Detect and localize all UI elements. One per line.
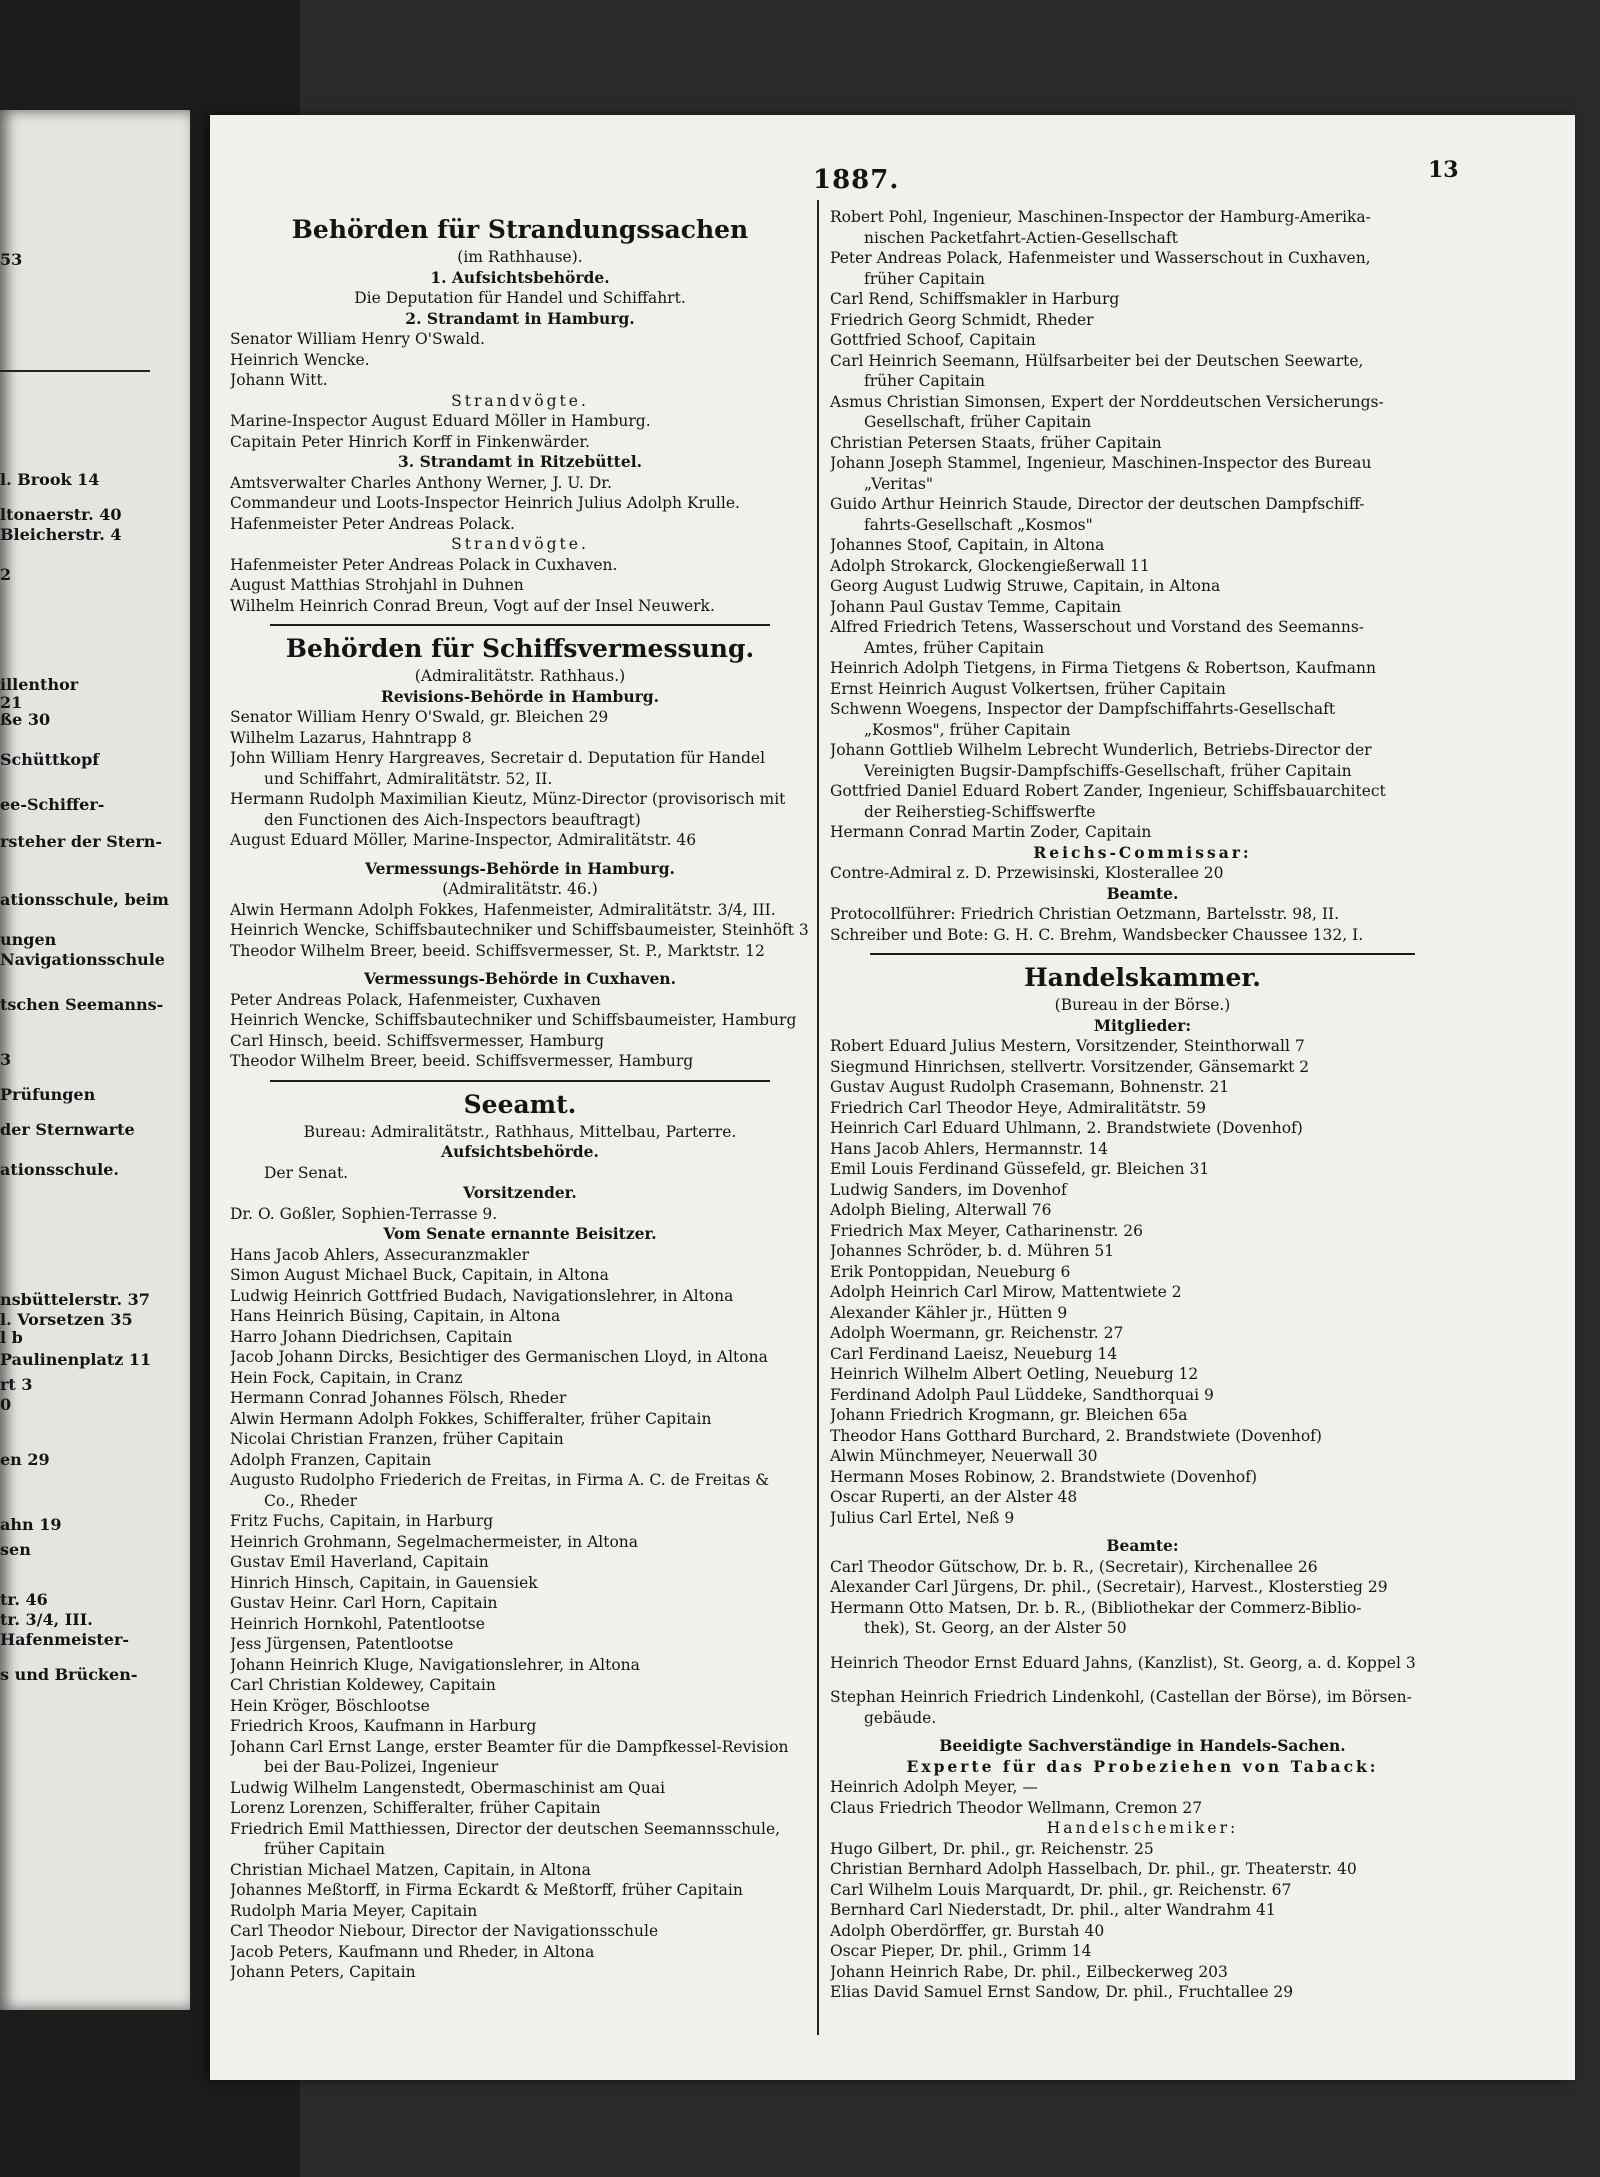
entry-line: Schreiber und Bote: G. H. C. Brehm, Wandsbecker Chaussee 132, I. <box>830 925 1364 944</box>
left-page-edge <box>0 110 190 2010</box>
entry-line: Alwin Hermann Adolph Fokkes, Hafenmeister, Admiralitätstr. 3/4, III. <box>230 900 776 919</box>
entry-line: Adolph Franzen, Capitain <box>230 1450 432 1469</box>
entry-line: Hans Jacob Ahlers, Assecuranzmakler <box>230 1245 530 1264</box>
entry-line: Alexander Carl Jürgens, Dr. phil., (Secretair), Harvest., Klosterstieg 29 <box>830 1578 1388 1596</box>
spacer <box>830 1528 1455 1536</box>
entry-line: Gottfried Schoof, Capitain <box>830 331 1036 349</box>
entry-line: Hermann Otto Matsen, Dr. b. R., (Bibliothekar der Commerz-Biblio- <box>830 1598 1362 1617</box>
entry-line: Heinrich Adolph Tietgens, in Firma Tietgens & Robertson, Kaufmann <box>830 659 1376 677</box>
left-page-fragment: nsbüttelerstr. 37 <box>0 1290 150 1309</box>
subheading: Revisions-Behörde in Hamburg. <box>380 686 659 706</box>
entry-line: Claus Friedrich Theodor Wellmann, Cremon 27 <box>830 1798 1203 1817</box>
entry-line: Johann Gottlieb Wilhelm Lebrecht Wunderlich, Betriebs-Director der <box>830 741 1372 759</box>
entry-line: Friedrich Kroos, Kaufmann in Harburg <box>230 1717 537 1735</box>
entry-line: früher Capitain <box>864 269 986 288</box>
section-heading: Behörden für Strandungssachen <box>291 215 749 244</box>
entry-line: Johann Joseph Stammel, Ingenieur, Maschinen-Inspector des Bureau <box>830 454 1372 472</box>
subheading: Strandvögte. <box>451 535 589 553</box>
entry-line: Siegmund Hinrichsen, stellvertr. Vorsitzender, Gänsemarkt 2 <box>830 1057 1310 1076</box>
page-year: 1887. <box>813 165 900 195</box>
left-page-fragment: ee-Schiffer- <box>0 795 105 814</box>
subheading: Mitglieder: <box>1093 1015 1192 1035</box>
entry-line: Heinrich Grohmann, Segelmachermeister, in Altona <box>230 1532 639 1551</box>
spacer <box>230 961 810 969</box>
entry-line: bei der Bau-Polizei, Ingenieur <box>264 1758 499 1776</box>
entry-line: Oscar Pieper, Dr. phil., Grimm 14 <box>830 1942 1092 1960</box>
section-rule <box>270 624 770 626</box>
entry-line: Ludwig Heinrich Gottfried Budach, Navigationslehrer, in Altona <box>230 1286 734 1305</box>
entry-line: August Matthias Strohjahl in Duhnen <box>230 576 524 594</box>
entry-line: Carl Theodor Gütschow, Dr. b. R., (Secretair), Kirchenallee 26 <box>830 1557 1318 1576</box>
entry-line: Hermann Rudolph Maximilian Kieutz, Münz-Director (provisorisch mit <box>230 790 786 808</box>
entry-line: Friedrich Max Meyer, Catharinenstr. 26 <box>830 1221 1144 1240</box>
entry-line: Gustav Emil Haverland, Capitain <box>230 1553 489 1571</box>
entry-line: Gesellschaft, früher Capitain <box>864 413 1092 431</box>
subheading: (im Rathhause). <box>457 248 583 266</box>
section-rule <box>870 953 1415 955</box>
entry-line: Protocollführer: Friedrich Christian Oetzmann, Bartelsstr. 98, II. <box>830 905 1340 923</box>
entry-line: Elias David Samuel Ernst Sandow, Dr. phil., Fruchtallee 29 <box>830 1983 1294 2001</box>
spacer <box>830 1673 1455 1687</box>
entry-line: Christian Michael Matzen, Capitain, in Altona <box>230 1860 591 1879</box>
entry-line: fahrts-Gesellschaft „Kosmos" <box>864 515 1093 534</box>
entry-line: früher Capitain <box>264 1840 386 1858</box>
left-page-fragment: tr. 46 <box>0 1590 48 1609</box>
entry-line: Johann Peters, Capitain <box>230 1963 416 1981</box>
subheading: Vom Senate ernannte Beisitzer. <box>383 1224 657 1243</box>
entry-line: Fritz Fuchs, Capitain, in Harburg <box>230 1512 494 1530</box>
left-page-fragment: 0 <box>0 1395 12 1414</box>
right-column <box>830 207 1455 2037</box>
spacer <box>230 851 810 859</box>
left-page-fragment: illenthor <box>0 675 79 694</box>
spacer <box>830 1639 1455 1653</box>
entry-line: Nicolai Christian Franzen, früher Capitain <box>230 1430 564 1448</box>
entry-line: Heinrich Hornkohl, Patentlootse <box>230 1614 485 1633</box>
entry-line: Erik Pontoppidan, Neueburg 6 <box>830 1262 1071 1281</box>
entry-line: und Schiffahrt, Admiralitätstr. 52, II. <box>264 769 553 788</box>
left-page-fragment: 3 <box>0 1050 12 1069</box>
entry-line: Adolph Heinrich Carl Mirow, Mattentwiete 2 <box>830 1283 1182 1301</box>
entry-line: John William Henry Hargreaves, Secretair d. Deputation für Handel <box>230 749 766 767</box>
left-page-fragment: Navigationsschule <box>0 950 165 969</box>
subheading: Vorsitzender. <box>463 1183 577 1202</box>
subheading: 1. Aufsichtsbehörde. <box>430 267 610 287</box>
entry-line: Hugo Gilbert, Dr. phil., gr. Reichenstr. 25 <box>830 1839 1154 1858</box>
entry-line: Hinrich Hinsch, Capitain, in Gauensiek <box>230 1573 538 1592</box>
left-page-fragment: 21 <box>0 693 23 712</box>
entry-line: Marine-Inspector August Eduard Möller in Hamburg. <box>230 412 651 430</box>
left-page-fragment: tr. 3/4, III. <box>0 1610 93 1629</box>
entry-line: Harro Johann Diedrichsen, Capitain <box>230 1327 513 1346</box>
subheading: Vermessungs-Behörde in Cuxhaven. <box>364 969 676 988</box>
entry-line: Contre-Admiral z. D. Przewisinski, Klosterallee 20 <box>830 864 1224 882</box>
directory-page <box>210 115 1575 2080</box>
entry-line: Guido Arthur Heinrich Staude, Director der deutschen Dampfschiff- <box>830 495 1365 513</box>
entry-line: Capitain Peter Hinrich Korff in Finkenwärder. <box>230 432 590 451</box>
entry-line: Christian Petersen Staats, früher Capitain <box>830 433 1162 452</box>
left-page-fragment: l. Vorsetzen 35 <box>0 1310 133 1329</box>
entry-line: Theodor Hans Gotthard Burchard, 2. Brandstwiete (Dovenhof) <box>830 1426 1322 1445</box>
left-page-fragment: ltonaerstr. 40 <box>0 505 122 524</box>
entry-line: Lorenz Lorenzen, Schifferalter, früher Capitain <box>230 1799 601 1817</box>
entry-line: Robert Eduard Julius Mestern, Vorsitzender, Steinthorwall 7 <box>830 1037 1305 1055</box>
subheading: Experte für das Probeziehen von Taback: <box>906 1756 1379 1776</box>
spacer <box>830 1728 1455 1736</box>
subheading: Aufsichtsbehörde. <box>441 1142 599 1161</box>
entry-line: Alfred Friedrich Tetens, Wasserschout und Vorstand des Seemanns- <box>830 618 1365 636</box>
page-number: 13 <box>1428 157 1459 183</box>
left-page-fragment: 2 <box>0 565 12 584</box>
entry-line: Hans Jacob Ahlers, Hermannstr. 14 <box>830 1139 1108 1158</box>
entry-line: Carl Ferdinand Laeisz, Neueburg 14 <box>830 1344 1118 1363</box>
entry-line: gebäude. <box>864 1708 937 1727</box>
entry-line: Heinrich Adolph Meyer, — <box>830 1778 1038 1796</box>
entry-line: Johannes Schröder, b. d. Mühren 51 <box>830 1242 1115 1260</box>
entry-line: Johann Witt. <box>230 371 328 389</box>
subheading: (Bureau in der Börse.) <box>1054 996 1231 1014</box>
entry-line: Commandeur und Loots-Inspector Heinrich Julius Adolph Krulle. <box>230 494 740 512</box>
entry-line: Carl Christian Koldewey, Capitain <box>230 1676 496 1694</box>
subheading: 3. Strandamt in Ritzebüttel. <box>398 452 642 471</box>
subheading: Handelschemiker: <box>1046 1819 1239 1837</box>
section-heading: Seeamt. <box>463 1089 577 1119</box>
entry-line: Heinrich Wencke. <box>230 350 370 369</box>
entry-line: Georg August Ludwig Struwe, Capitain, in Altona <box>830 577 1221 595</box>
entry-line: Johann Paul Gustav Temme, Capitain <box>830 597 1122 616</box>
entry-line: Johann Heinrich Kluge, Navigationslehrer, in Altona <box>230 1655 640 1674</box>
subheading: Strandvögte. <box>451 391 589 410</box>
subheading: Beamte: <box>1106 1536 1179 1555</box>
entry-line: den Functionen des Aich-Inspectors beauftragt) <box>264 810 641 829</box>
entry-line: Carl Heinrich Seemann, Hülfsarbeiter bei der Deutschen Seewarte, <box>830 351 1364 370</box>
entry-line: nischen Packetfahrt-Actien-Gesellschaft <box>864 228 1178 247</box>
column-divider <box>817 200 819 2035</box>
entry-line: Oscar Ruperti, an der Alster 48 <box>830 1488 1078 1506</box>
entry-line: Stephan Heinrich Friedrich Lindenkohl, (Castellan der Börse), im Börsen- <box>830 1688 1412 1706</box>
entry-line: Gustav Heinr. Carl Horn, Capitain <box>230 1594 498 1612</box>
entry-line: Adolph Bieling, Alterwall 76 <box>830 1201 1052 1219</box>
left-page-fragment: ahn 19 <box>0 1515 62 1534</box>
entry-line: Julius Carl Ertel, Neß 9 <box>830 1508 1015 1527</box>
entry-line: Senator William Henry O'Swald, gr. Bleichen 29 <box>230 708 609 726</box>
left-page-fragment: ationsschule, beim <box>0 890 169 909</box>
entry-line: Senator William Henry O'Swald. <box>230 330 485 348</box>
entry-line: Heinrich Theodor Ernst Eduard Jahns, (Kanzlist), St. Georg, a. d. Koppel 3 <box>830 1653 1416 1672</box>
entry-line: Alwin Münchmeyer, Neuerwall 30 <box>830 1447 1098 1465</box>
subheading: Bureau: Admiralitätstr., Rathhaus, Mittelbau, Parterre. <box>303 1122 737 1141</box>
entry-line: Hafenmeister Peter Andreas Polack in Cuxhaven. <box>230 555 618 574</box>
entry-line: Adolph Strokarck, Glockengießerwall 11 <box>830 556 1150 575</box>
section-rule <box>270 1080 770 1082</box>
entry-line: Carl Hinsch, beeid. Schiffsvermesser, Hamburg <box>230 1031 605 1050</box>
left-page-fragment: Hafenmeister- <box>0 1630 130 1649</box>
entry-line: August Eduard Möller, Marine-Inspector, Admiralitätstr. 46 <box>230 831 697 849</box>
entry-line: Ludwig Wilhelm Langenstedt, Obermaschinist am Quai <box>230 1778 666 1797</box>
entry-line: Theodor Wilhelm Breer, beeid. Schiffsvermesser, St. P., Marktstr. 12 <box>230 941 765 960</box>
entry-line: Carl Rend, Schiffsmakler in Harburg <box>830 290 1120 308</box>
left-page-fragment: ationsschule. <box>0 1160 119 1179</box>
entry-line: Theodor Wilhelm Breer, beeid. Schiffsvermesser, Hamburg <box>230 1052 694 1070</box>
entry-line: Gustav August Rudolph Crasemann, Bohnenstr. 21 <box>830 1078 1230 1096</box>
left-page-fragment: l. Brook 14 <box>0 470 100 489</box>
entry-line: Heinrich Wencke, Schiffsbautechniker und Schiffsbaumeister, Steinhöft 3 <box>230 921 809 939</box>
entry-line: Ernst Heinrich August Volkertsen, früher Capitain <box>830 679 1226 698</box>
entry-line: Alexander Kähler jr., Hütten 9 <box>830 1303 1068 1322</box>
entry-line: Hermann Conrad Johannes Fölsch, Rheder <box>230 1389 567 1407</box>
entry-line: Heinrich Wencke, Schiffsbautechniker und Schiffsbaumeister, Hamburg <box>230 1011 797 1029</box>
subheading: Reichs-Commissar: <box>1033 842 1252 862</box>
section-heading: Handelskammer. <box>1024 963 1261 992</box>
left-page-fragment: ße 30 <box>0 710 51 729</box>
left-page-fragment: rt 3 <box>0 1375 33 1394</box>
entry-line: Hein Kröger, Böschlootse <box>230 1696 430 1715</box>
subheading: (Admiralitätstr. Rathhaus.) <box>414 667 626 685</box>
entry-line: Asmus Christian Simonsen, Expert der Norddeutschen Versicherungs- <box>830 392 1384 411</box>
entry-line: Friedrich Emil Matthiessen, Director der deutschen Seemannsschule, <box>230 1819 781 1838</box>
entry-line: Friedrich Carl Theodor Heye, Admiralitätstr. 59 <box>830 1098 1206 1117</box>
entry-line: Hermann Conrad Martin Zoder, Capitain <box>830 823 1152 841</box>
entry-line: Johann Heinrich Rabe, Dr. phil., Eilbeckerweg 203 <box>830 1962 1228 1981</box>
entry-line: Heinrich Wilhelm Albert Oetling, Neueburg 12 <box>830 1365 1199 1383</box>
entry-line: Jacob Johann Dircks, Besichtiger des Germanischen Lloyd, in Altona <box>230 1348 768 1366</box>
subheading: 2. Strandamt in Hamburg. <box>405 308 635 328</box>
entry-line: Ferdinand Adolph Paul Lüddeke, Sandthorquai 9 <box>830 1385 1214 1404</box>
entry-line: Schwenn Woegens, Inspector der Dampfschiffahrts-Gesellschaft <box>830 700 1336 718</box>
entry-line: Robert Pohl, Ingenieur, Maschinen-Inspector der Hamburg-Amerika- <box>830 208 1371 226</box>
entry-line: „Veritas" <box>864 474 934 493</box>
left-page-fragment: Schüttkopf <box>0 750 100 769</box>
entry-line: Der Senat. <box>264 1163 349 1182</box>
entry-line: Heinrich Carl Eduard Uhlmann, 2. Brandstwiete (Dovenhof) <box>830 1119 1303 1137</box>
entry-line: Gottfried Daniel Eduard Robert Zander, Ingenieur, Schiffsbauarchitect <box>830 782 1386 800</box>
entry-line: Johannes Meßtorff, in Firma Eckardt & Meßtorff, früher Capitain <box>230 1881 743 1899</box>
left-page-fragment: rsteher der Stern- <box>0 832 163 851</box>
entry-line: Simon August Michael Buck, Capitain, in Altona <box>230 1266 609 1284</box>
entry-line: Friedrich Georg Schmidt, Rheder <box>830 310 1094 329</box>
entry-line: Jacob Peters, Kaufmann und Rheder, in Altona <box>230 1942 595 1961</box>
left-page-fragment: Prüfungen <box>0 1085 96 1104</box>
entry-line: Peter Andreas Polack, Hafenmeister und Wasserschout in Cuxhaven, <box>830 249 1371 267</box>
entry-line: Carl Theodor Niebour, Director der Navigationsschule <box>230 1922 659 1940</box>
entry-line: Johann Carl Ernst Lange, erster Beamter für die Dampfkessel-Revision <box>230 1737 789 1756</box>
entry-line: Wilhelm Heinrich Conrad Breun, Vogt auf der Insel Neuwerk. <box>230 596 715 615</box>
entry-line: Jess Jürgensen, Patentlootse <box>230 1635 454 1653</box>
left-page-fragment: sen <box>0 1540 31 1559</box>
subheading: Beamte. <box>1106 883 1179 903</box>
left-page-fragment: tschen Seemanns- <box>0 995 164 1014</box>
entry-line: „Kosmos", früher Capitain <box>864 720 1071 739</box>
entry-line: Bernhard Carl Niederstadt, Dr. phil., alter Wandrahm 41 <box>830 1901 1276 1919</box>
entry-line: thek), St. Georg, an der Alster 50 <box>864 1619 1127 1637</box>
left-page-fragment: s und Brücken- <box>0 1665 138 1684</box>
entry-line: Co., Rheder <box>264 1491 358 1510</box>
subheading: Die Deputation für Handel und Schiffahrt. <box>354 289 686 307</box>
entry-line: Augusto Rudolpho Friederich de Freitas, in Firma A. C. de Freitas & <box>230 1471 770 1489</box>
entry-line: Vereinigten Bugsir-Dampfschiffs-Gesellschaft, früher Capitain <box>864 761 1352 780</box>
left-page-fragment: en 29 <box>0 1450 50 1469</box>
entry-line: früher Capitain <box>864 372 986 390</box>
entry-line: Wilhelm Lazarus, Hahntrapp 8 <box>230 728 472 747</box>
entry-line: Peter Andreas Polack, Hafenmeister, Cuxhaven <box>230 990 601 1009</box>
entry-line: Hein Fock, Capitain, in Cranz <box>230 1368 463 1387</box>
entry-line: der Reiherstieg-Schiffswerfte <box>864 802 1096 821</box>
left-page-fragment: 53 <box>0 250 23 269</box>
left-page-rule <box>0 370 150 372</box>
entry-line: Hafenmeister Peter Andreas Polack. <box>230 514 515 533</box>
left-page-fragment: Paulinenplatz 11 <box>0 1350 152 1369</box>
left-page-fragment: ungen <box>0 930 57 949</box>
entry-line: Alwin Hermann Adolph Fokkes, Schifferalter, früher Capitain <box>230 1409 712 1428</box>
entry-line: Amtes, früher Capitain <box>864 638 1045 657</box>
entry-line: Ludwig Sanders, im Dovenhof <box>830 1180 1067 1199</box>
subheading: Beeidigte Sachverständige in Handels-Sachen. <box>939 1736 1346 1755</box>
entry-line: Rudolph Maria Meyer, Capitain <box>230 1901 478 1920</box>
entry-line: Hans Heinrich Büsing, Capitain, in Altona <box>230 1307 561 1325</box>
subheading: (Admiralitätstr. 46.) <box>442 880 598 898</box>
subheading: Vermessungs-Behörde in Hamburg. <box>365 858 675 878</box>
left-page-fragment: Bleicherstr. 4 <box>0 525 122 544</box>
left-page-fragment: l b <box>0 1328 23 1347</box>
section-heading: Behörden für Schiffsvermessung. <box>285 634 755 663</box>
entry-line: Dr. O. Goßler, Sophien-Terrasse 9. <box>230 1204 498 1223</box>
entry-line: Christian Bernhard Adolph Hasselbach, Dr. phil., gr. Theaterstr. 40 <box>830 1860 1357 1878</box>
entry-line: Hermann Moses Robinow, 2. Brandstwiete (Dovenhof) <box>830 1467 1258 1486</box>
left-page-fragment: der Sternwarte <box>0 1120 135 1139</box>
left-column <box>230 207 810 2027</box>
entry-line: Johann Friedrich Krogmann, gr. Bleichen 65a <box>830 1406 1188 1424</box>
entry-line: Emil Louis Ferdinand Güssefeld, gr. Bleichen 31 <box>830 1160 1210 1178</box>
entry-line: Adolph Oberdörffer, gr. Burstah 40 <box>830 1921 1105 1940</box>
entry-line: Amtsverwalter Charles Anthony Werner, J. U. Dr. <box>230 473 612 492</box>
entry-line: Adolph Woermann, gr. Reichenstr. 27 <box>830 1324 1124 1342</box>
entry-line: Johannes Stoof, Capitain, in Altona <box>830 536 1105 554</box>
entry-line: Carl Wilhelm Louis Marquardt, Dr. phil., gr. Reichenstr. 67 <box>830 1880 1292 1899</box>
